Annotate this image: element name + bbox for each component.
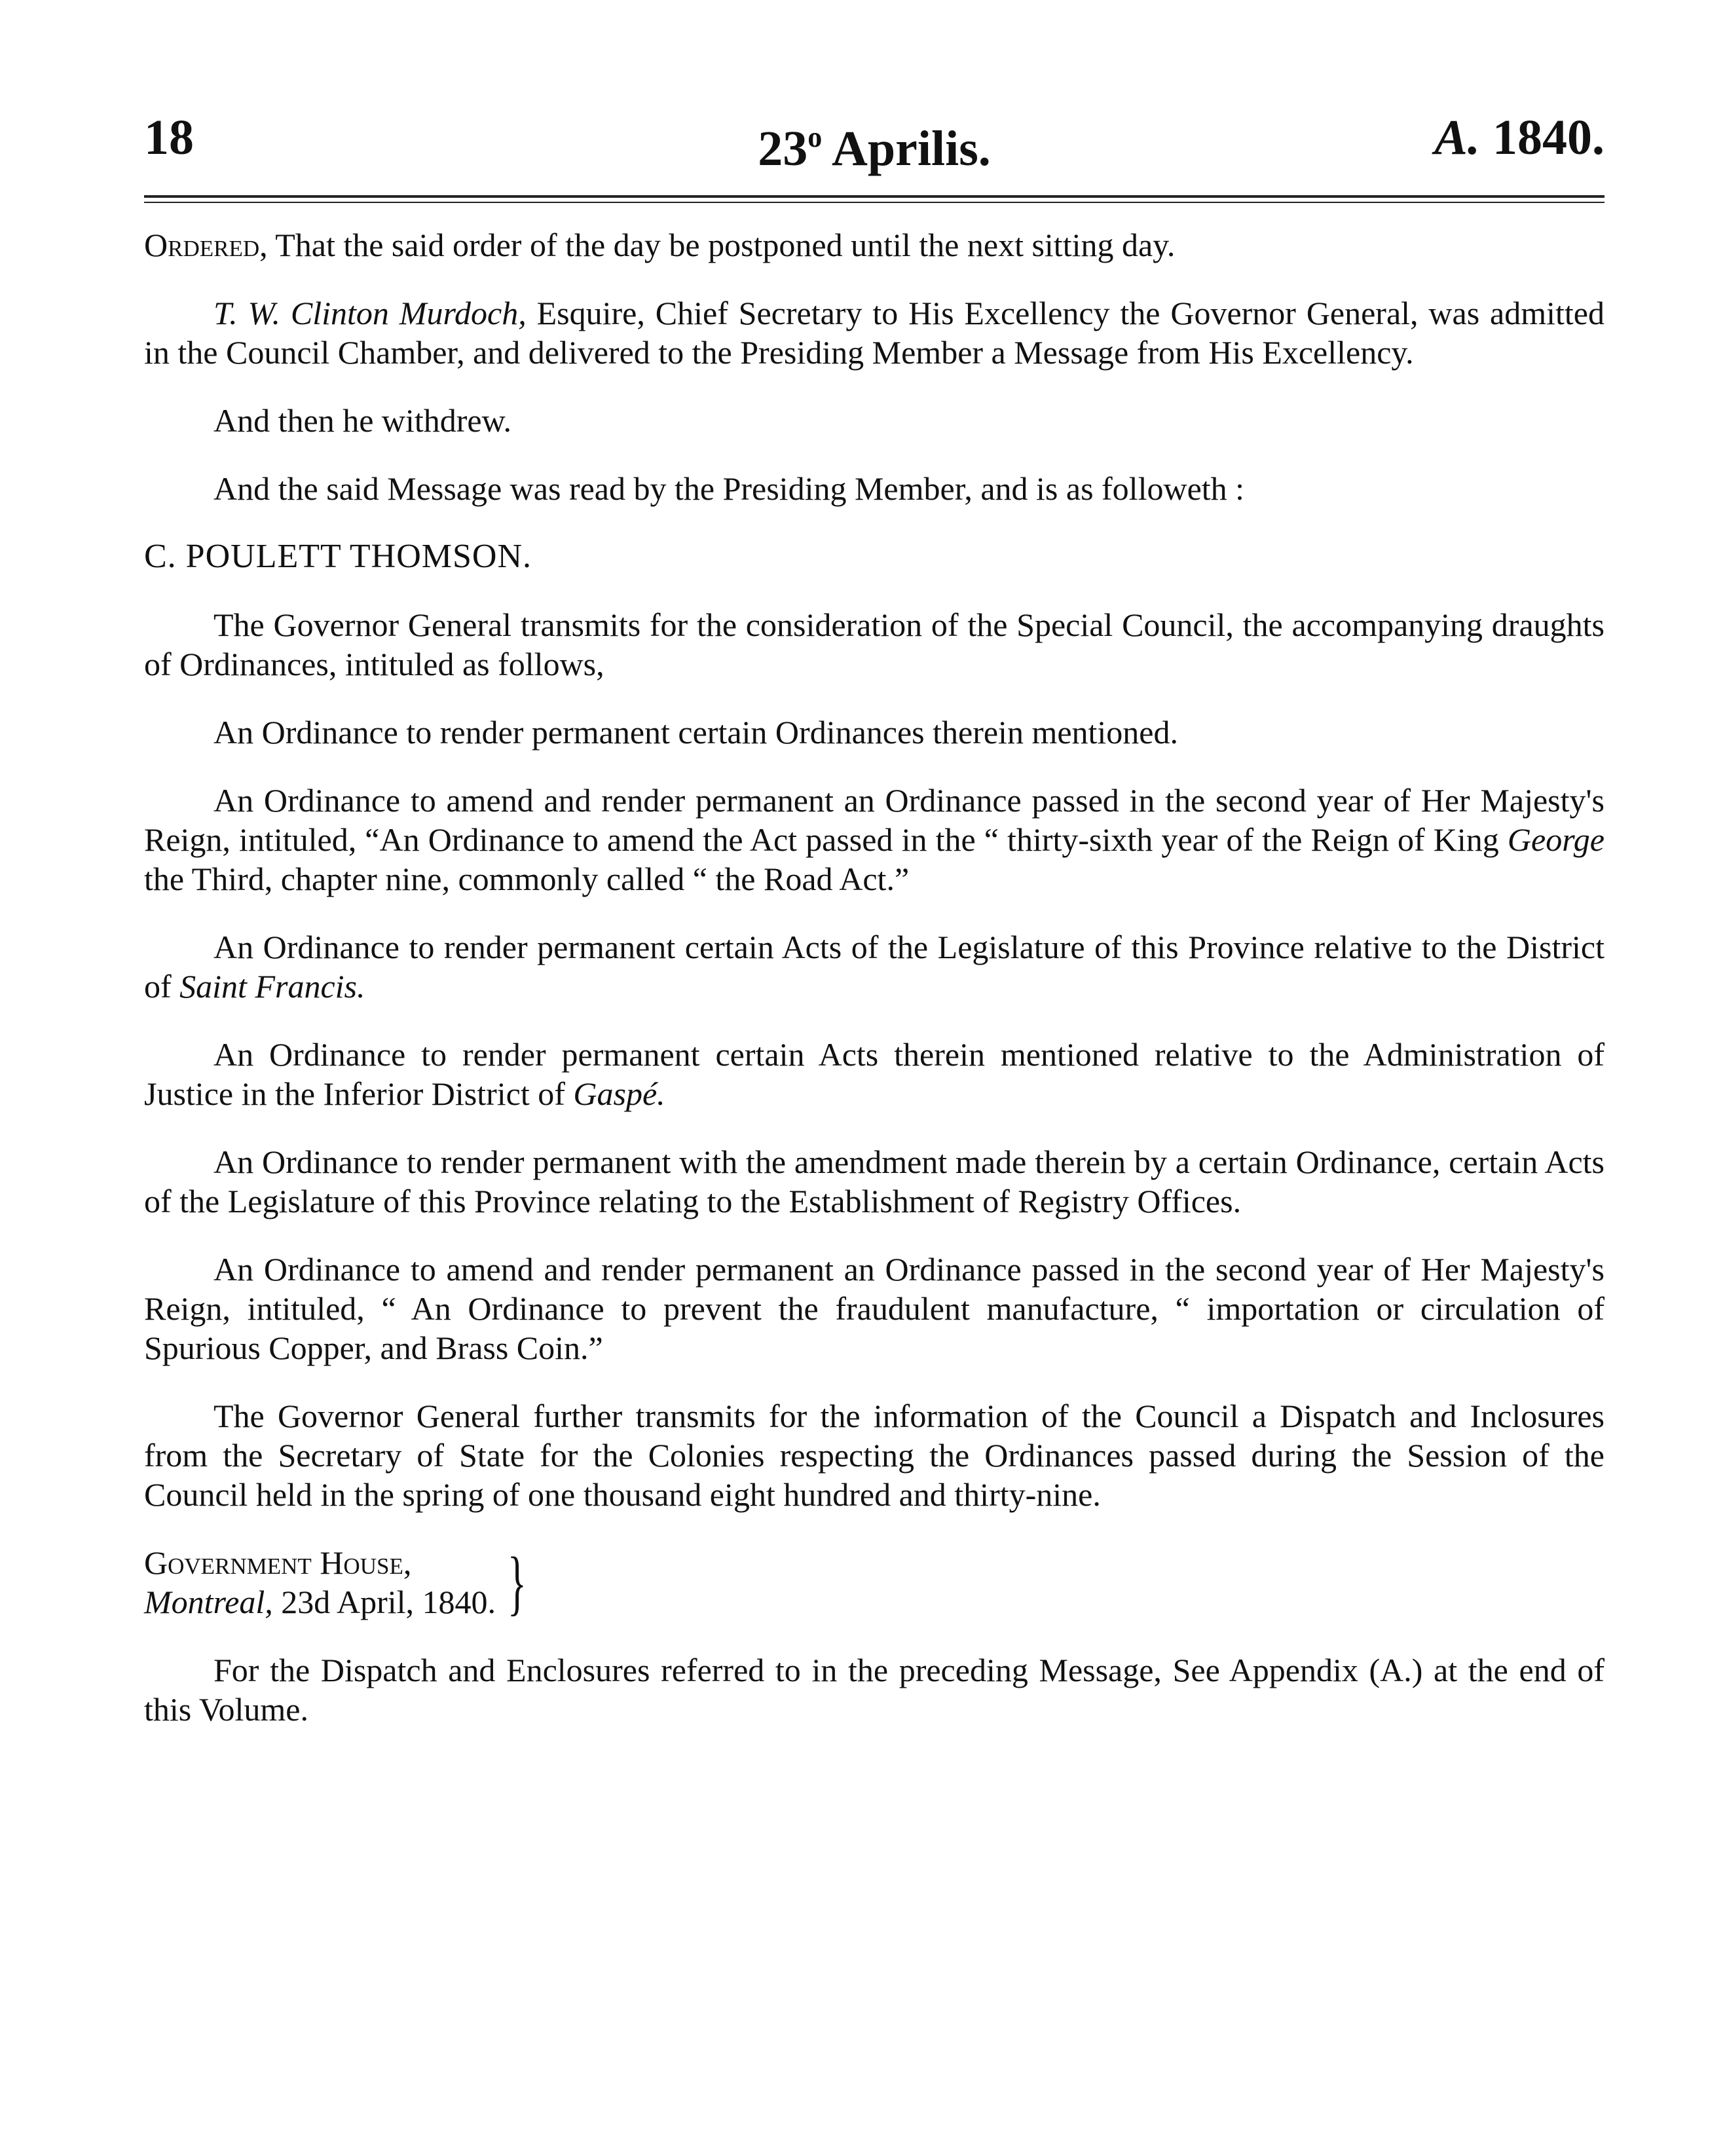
document-body bbox=[144, 225, 1604, 1729]
document-page bbox=[144, 98, 1604, 1758]
ordinance-4-text: An Ordinance to render permanent certain Acts therein mentioned relative to the Administration of Justice in the Inferior District of bbox=[144, 1036, 1604, 1112]
ordered-lead: Ordered, bbox=[144, 227, 268, 263]
paragraph-appendix: For the Dispatch and Enclosures referred to in the preceding Message, See Appendix (A.) at the end of this Volume. bbox=[144, 1652, 1604, 1728]
secretary-text: Esquire, Chief Secretary to His Excellency the Governor General, was admitted in the Council Chamber, and delivered to the Presiding Member a Message from His Excellency. bbox=[144, 295, 1604, 371]
header-date-month: Aprilis. bbox=[832, 121, 991, 176]
place-and-date bbox=[144, 1543, 1604, 1622]
paragraph-transmits: The Governor General transmits for the consideration of the Special Council, the accompanying draughts of Ordinances, intituled as follows, bbox=[144, 606, 1604, 682]
place-city: Montreal, bbox=[144, 1584, 273, 1620]
page-number: 18 bbox=[144, 110, 194, 165]
ordered-text: That the said order of the day be postponed until the next sitting day. bbox=[267, 227, 1176, 263]
secretary-name: T. W. Clinton Murdoch, bbox=[213, 295, 527, 331]
header-date-sup: o bbox=[807, 121, 823, 153]
paragraph-withdrew: And then he withdrew. bbox=[213, 402, 511, 439]
paragraph-dispatch: The Governor General further transmits for the information of the Council a Dispatch and Inclosures from the Secretary of State for the Colonies respecting the Ordinances passed during the Session of the Council held in the spring of one thousand eight hundred and thirty-nine. bbox=[144, 1398, 1604, 1513]
header-date bbox=[144, 98, 1604, 188]
place-lines bbox=[144, 1543, 496, 1622]
header-year-prefix: A. bbox=[1434, 110, 1480, 165]
header-year-value: 1840. bbox=[1493, 110, 1604, 165]
paragraph-secretary bbox=[144, 293, 1604, 372]
brace-glyph: } bbox=[507, 1542, 527, 1622]
place-line-house: Government House, bbox=[144, 1544, 412, 1581]
ordinance-item-4 bbox=[144, 1035, 1604, 1113]
paragraph-message-read: And the said Message was read by the Presiding Member, and is as followeth : bbox=[213, 470, 1245, 507]
ordinance-2-text-c: the Third, chapter nine, commonly called “ the Road Act.” bbox=[144, 861, 910, 897]
ordinance-item-5: An Ordinance to render permanent with the amendment made therein by a certain Ordinance, certain Acts of the Legislature of this Province relating to the Establishment of Registry Offices. bbox=[144, 1143, 1604, 1219]
paragraph-ordered bbox=[144, 225, 1604, 265]
place-date: 23d April, 1840. bbox=[272, 1584, 496, 1620]
ordinance-4-district: Gaspé. bbox=[573, 1075, 665, 1112]
ordinance-item-1: An Ordinance to render permanent certain Ordinances therein mentioned. bbox=[213, 714, 1178, 751]
place-line-city bbox=[144, 1582, 496, 1622]
page-header bbox=[144, 98, 1604, 177]
ordinance-item-3 bbox=[144, 927, 1604, 1006]
ordinance-2-text-a: An Ordinance to amend and render permanent an Ordinance passed in the second year of Her Majesty's Reign, intituled, “An Ordinance to amend the Act passed in the “ thirty-sixth year of the Reign of King bbox=[144, 782, 1604, 858]
ordinance-3-district: Saint Francis. bbox=[179, 968, 365, 1005]
ordinance-3-text: An Ordinance to render permanent certain Acts of the Legislature of this Province relative to the District of bbox=[144, 929, 1604, 1005]
header-date-day: 23 bbox=[758, 121, 808, 176]
ordinance-item-2 bbox=[144, 781, 1604, 899]
ordinance-2-king-name: George bbox=[1507, 821, 1604, 858]
message-signer: C. POULETT THOMSON. bbox=[144, 538, 532, 575]
ordinance-item-6: An Ordinance to amend and render permanent an Ordinance passed in the second year of Her Majesty's Reign, intituled, “ An Ordinance to prevent the fraudulent manufacture, “ importation or circulation of Spurious Copper, and Brass Coin.” bbox=[144, 1251, 1604, 1366]
header-rule bbox=[144, 195, 1604, 203]
header-year bbox=[1434, 98, 1604, 177]
